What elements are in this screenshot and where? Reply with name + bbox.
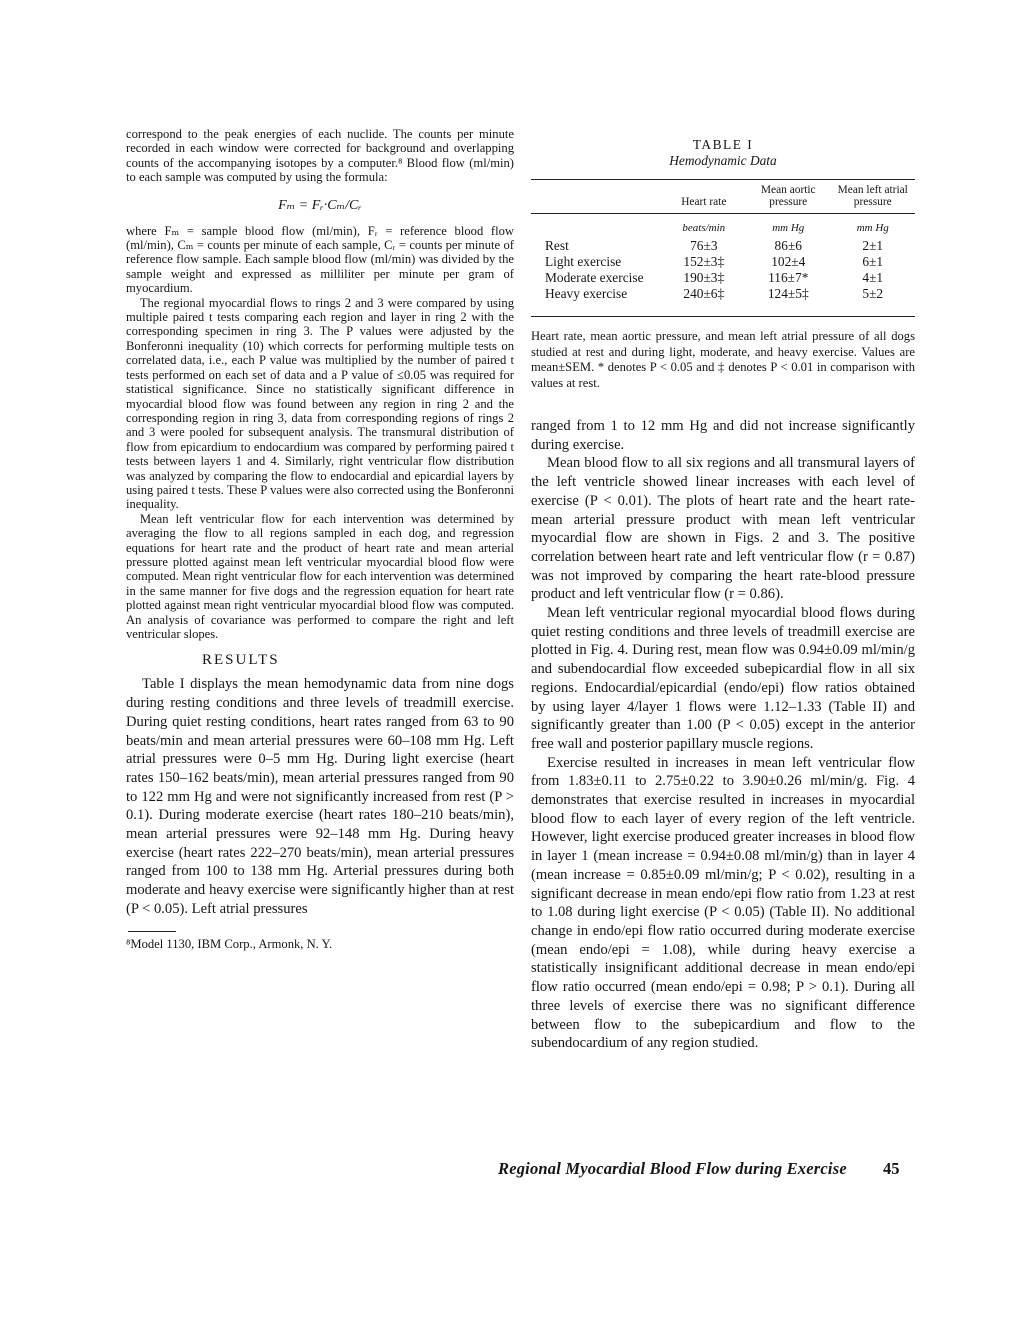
results-heading: RESULTS [202, 652, 280, 669]
table-cell: Heavy exercise [545, 286, 628, 301]
right-column [531, 127, 915, 1053]
table-cell: 124±5‡ [767, 286, 809, 301]
table-units-row [531, 214, 915, 238]
table-row [531, 238, 915, 254]
table-cell: 2±1 [862, 238, 884, 253]
table-caption: Heart rate, mean aortic pressure, and mean left atrial pressure of all dogs studied at rest and during light, moderate, and heavy exercise. Values are mean±SEM. * denotes P < 0.05 and ‡ denotes P < 0.01 in comparison with values at rest. [531, 329, 915, 390]
table-cell: 5±2 [862, 286, 884, 301]
table-header-cell: Mean left atrial pressure [837, 184, 908, 208]
table-title: TABLE I [692, 137, 754, 152]
table-cell: 102±4 [771, 254, 806, 269]
hemodynamic-table [531, 180, 915, 316]
page-number: 45 [883, 1159, 900, 1178]
table-row [531, 286, 915, 316]
footnote-divider [128, 931, 176, 932]
table-header-cell: Heart rate [681, 196, 727, 208]
exercise-paragraph: Exercise resulted in increases in mean left ventricular flow from 1.83±0.11 to 2.75±0.22 to 3.90±0.26 ml/min/g. Fig. 4 demonstrates that exercise resulted in increases in myocardial blood flow to each layer of every region of the left ventricle. However, light exercise produced greater increases in blood flow in layer 1 (mean increase = 0.94±0.08 ml/min/g) than in layer 4 (mean increase = 0.85±0.09 ml/min/g; P < 0.02), resulting in a significant decrease in mean endo/epi flow ratio from 1.23 at rest to 1.08 during light exercise (P < 0.05) (Table II). No additional change in endo/epi flow ratio occurred during moderate exercise (mean endo/epi = 1.08), while during heavy exercise a statistically insignificant additional decrease in mean endo/epi flow ratio occurred (mean endo/epi = 0.98; P > 0.1). During all three levels of exercise there was no significant difference between flow to the subepicardium and flow to the subendocardium of any region studied. [531, 754, 915, 1052]
right-results-text [531, 417, 915, 1053]
table-cell: 240±6‡ [683, 286, 725, 301]
table-cell: Light exercise [545, 254, 622, 269]
results-text [126, 675, 514, 918]
mean-flow-paragraph: Mean left ventricular flow for each intervention was determined by averaging the flow to all regions sampled in each dog, and regression equations for heart rate and the product of heart rate and mean arterial pressure plotted against mean left ventricular myocardial blood flow were computed. Mean right ventricular flow for each intervention was determined in the same manner for five dogs and the regression equation for heart rate plotted against mean right ventricular myocardial blood flow was computed. An analysis of covariance was performed to compare the right and left ventricular slopes. [126, 511, 514, 641]
table-cell: 190±3‡ [683, 270, 725, 285]
methods-text [126, 127, 514, 641]
continuation-paragraph: ranged from 1 to 12 mm Hg and did not increase significantly during exercise. [531, 418, 915, 453]
table-bottom-rule [531, 316, 915, 317]
table-cell: 152±3‡ [683, 254, 725, 269]
table-header-row [531, 180, 915, 213]
regional-flows-paragraph: Mean left ventricular regional myocardial blood flows during quiet resting conditions and three levels of treadmill exercise are plotted in Fig. 4. During rest, mean flow was 0.94±0.09 ml/min/g and subendocardial flow exceeded subepicardial flow in all six regions. Endocardial/epicardial (endo/epi) flow ratios obtained by using layer 4/layer 1 flows were 1.12–1.33 (Table II) and significantly greater than 1.00 (P < 0.05) except in the anterior free wall and posterior papillary muscle regions. [531, 605, 915, 752]
table-cell: 86±6 [774, 238, 802, 253]
left-column [126, 127, 514, 952]
footnote: ⁸Model 1130, IBM Corp., Armonk, N. Y. [126, 936, 333, 951]
table-cell: 76±3 [690, 238, 718, 253]
where-paragraph: where Fₘ = sample blood flow (ml/min), Fᵣ = reference blood flow (ml/min), Cₘ = counts per minute of each sample, Cᵣ = counts per minute of reference flow sample. Each sample blood flow (ml/min) was divided by the sample weight and expressed as milliliter per minute per gram of myocardium. [126, 223, 514, 296]
table-row [531, 254, 915, 270]
table-header-cell: Mean aortic pressure [760, 184, 816, 208]
table-cell: mm Hg [772, 222, 805, 234]
table-cell: 4±1 [862, 270, 884, 285]
table-subtitle: Hemodynamic Data [669, 153, 777, 168]
regional-comparison-paragraph: The regional myocardial flows to rings 2 and 3 were compared by using multiple paired t tests comparing each region and layer in ring 2 with the corresponding specimen in ring 3. The P values were adjusted by the Bonferonni inequality (10) which corrects for performing multiple tests on correlated data, i.e., each P value was multiplied by the number of paired t tests performed on each set of data and a P value of ≤0.05 was required for statistical significance. Since no statistically significant difference in myocardial blood flow was found between any region in ring 2 and the corresponding region in ring 3, data from corresponding regions of rings 2 and 3 were pooled for subsequent analysis. The transmural distribution of flow from epicardium to endocardium was compared by performing paired t tests between layers 1 and 4. Similarly, right ventricular flow distribution was analyzed by comparing the flow to endocardial and epicardial layers by using paired t tests. These P values were also corrected using the Bonferonni inequality. [126, 295, 514, 512]
table-cell: Rest [545, 238, 569, 253]
table-cell: beats/min [682, 222, 726, 234]
table-cell: Moderate exercise [545, 270, 644, 285]
transmural-paragraph: Mean blood flow to all six regions and all transmural layers of the left ventricle showed linear increases with each level of exercise (P < 0.01). The plots of heart rate and the heart rate-mean arterial pressure product with mean left ventricular myocardial flow are shown in Figs. 2 and 3. The positive correlation between heart rate and left ventricular flow (r = 0.87) was not improved by comparing the heart rate-blood pressure product and left ventricular flow (r = 0.86). [531, 455, 915, 603]
table-row [531, 270, 915, 286]
table-header-cell [531, 180, 662, 213]
table-cell: 6±1 [862, 254, 884, 269]
table-cell: mm Hg [856, 222, 889, 234]
running-head: Regional Myocardial Blood Flow during Exercise [498, 1159, 847, 1178]
table-cell: 116±7* [768, 270, 809, 285]
results-paragraph: Table I displays the mean hemodynamic data from nine dogs during resting conditions and three levels of treadmill exercise. During quiet resting conditions, heart rates ranged from 63 to 90 beats/min and mean arterial pressures were 60–108 mm Hg. Left atrial pressures were 0–5 mm Hg. During light exercise (heart rates 150–162 beats/min), mean arterial pressures ranged from 90 to 122 mm Hg and were not significantly increased from rest (P > 0.1). During moderate exercise (heart rates 180–210 beats/min), mean arterial pressures were 92–148 mm Hg. During heavy exercise (heart rates 222–270 beats/min), mean arterial pressures ranged from 100 to 138 mm Hg. Arterial pressures during both moderate and heavy exercise were significantly higher than at rest (P < 0.05). Left atrial pressures [126, 676, 514, 917]
flow-formula: Fₘ = Fᵣ·Cₘ/Cᵣ [278, 197, 362, 213]
intro-paragraph: correspond to the peak energies of each nuclide. The counts per minute recorded in each window were corrected for background and overlapping counts of the accompanying isotopes by a computer.⁸ Blood flow (ml/min) to each sample was computed by using the formula: [126, 127, 514, 185]
table-cell [531, 214, 662, 238]
